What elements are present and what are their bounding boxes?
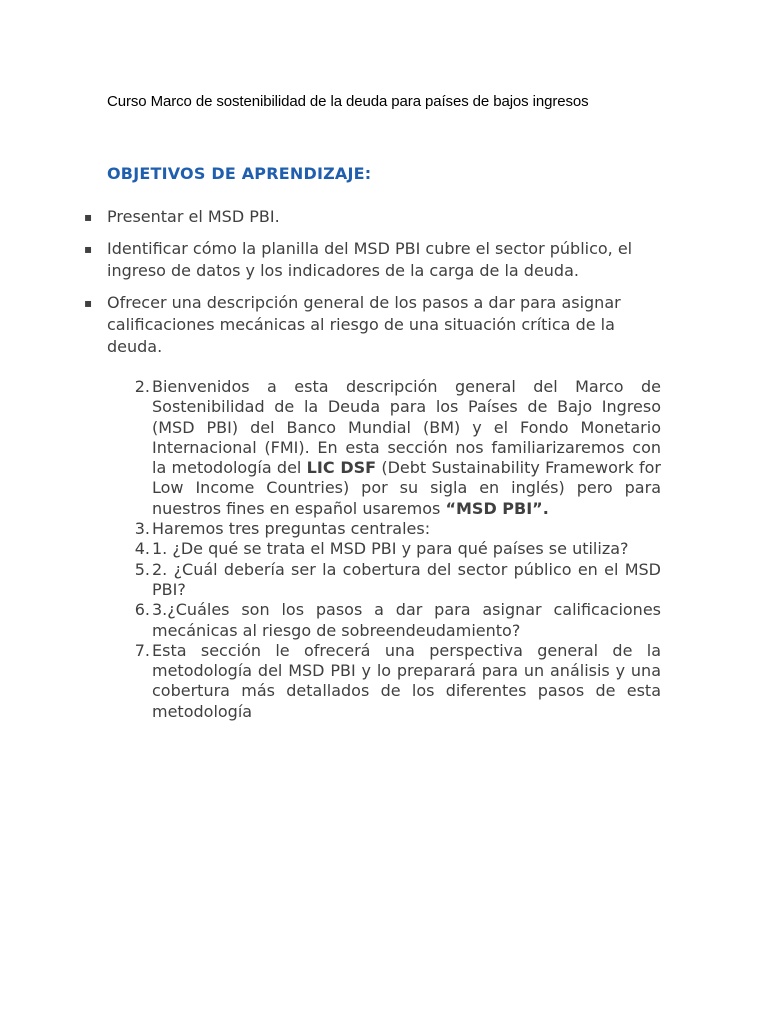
lic-dsf-bold: LIC DSF [306,458,377,478]
item-text: (Debt Sustainability Framework for Low Income Countries) por su sigla en inglés) pero para nuestros fines en español usaremos [152,458,661,518]
item-text: 1. ¿De qué se trata el MSD PBI y para qué países se utiliza? [152,539,629,559]
numbered-item [0,519,768,539]
course-title: Curso Marco de sostenibilidad de la deuda para países de bajos ingresos [107,93,589,110]
objectives-heading: OBJETIVOS DE APRENDIZAJE: [107,164,372,183]
item-number: 2. [134,377,150,396]
numbered-item [0,560,768,601]
objective-item [0,292,768,358]
objectives-list [0,206,768,368]
bullet-icon: ▪ [84,242,93,256]
numbered-item [0,539,768,559]
numbered-item [0,600,768,641]
numbered-list [0,377,768,722]
numbered-item [0,377,768,519]
item-text: Esta sección le ofrecerá una perspectiva general de la metodología del MSD PBI y lo preparará para un análisis y una cobertura más detallados de los diferentes pasos de esta metodología [152,640,661,721]
item-number: 7. [134,640,150,660]
item-number: 5. [134,559,150,579]
bullet-icon: ▪ [84,210,93,224]
item-number: 4. [134,539,150,559]
objective-text: Presentar el MSD PBI. [107,207,280,226]
msd-pbi-bold: “MSD PBI”. [445,498,549,518]
bullet-icon: ▪ [84,296,93,310]
numbered-item [0,641,768,722]
item-text: 3.¿Cuáles son los pasos a dar para asignar calificaciones mecánicas al riesgo de sobreendeudamiento? [152,600,661,640]
item-text: Bienvenidos a esta descripción general del Marco de Sostenibilidad de la Deuda para los Países de Bajo Ingreso (MSD PBI) del Banco Mundial (BM) y el Fondo Monetario Internacional (FMI). En esta sección nos familiarizaremos con la metodología del [152,377,661,478]
item-number: 3. [134,519,150,539]
objective-item [0,206,768,228]
item-number: 6. [134,600,150,620]
objective-text: Ofrecer una descripción general de los pasos a dar para asignar calificaciones mecánicas al riesgo de una situación crítica de la deuda. [107,293,621,356]
objective-item [0,238,768,282]
item-text: Haremos tres preguntas centrales: [152,519,431,539]
item-text: 2. ¿Cuál debería ser la cobertura del sector público en el MSD PBI? [152,559,661,599]
objective-text: Identificar cómo la planilla del MSD PBI cubre el sector público, el ingreso de datos y los indicadores de la carga de la deuda. [107,239,633,280]
